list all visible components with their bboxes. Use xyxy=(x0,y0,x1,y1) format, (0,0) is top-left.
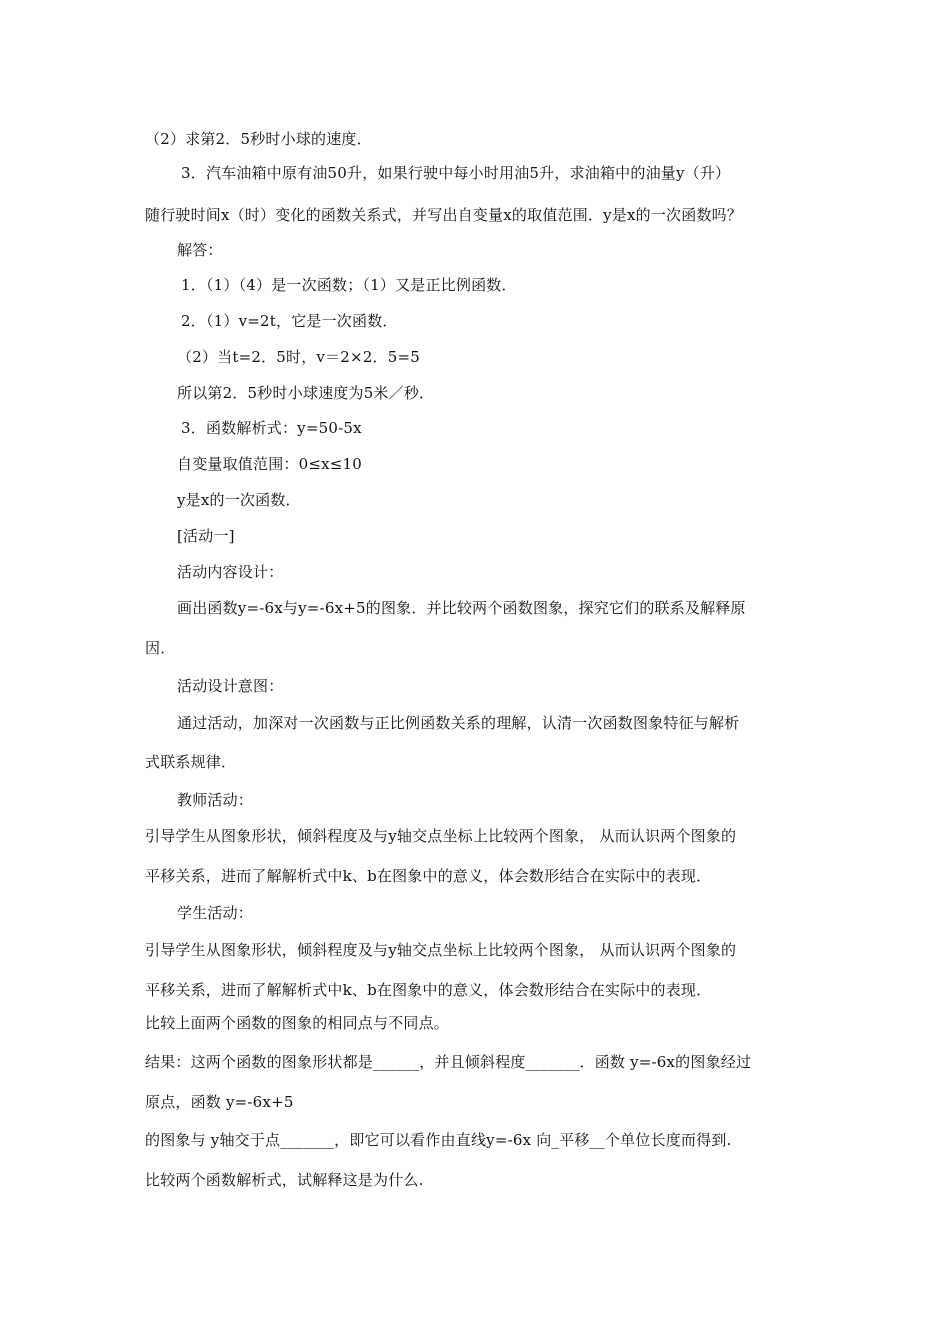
final-question: 比较两个函数解析式，试解释这是为什么. xyxy=(145,1171,424,1189)
activity-content-line-2: 因． xyxy=(145,639,176,657)
answer-3-domain: 自变量取值范围：0≤x≤10 xyxy=(177,455,363,473)
result-line-3: 的图象与 y轴交于点_______，即它可以看作由直线y=-6x 向_平移__个单位长度而得到. xyxy=(145,1131,732,1149)
question-3-line-1: 3．汽车油箱中原有油50升，如果行驶中每小时用油5升，求油箱中的油量y（升） xyxy=(181,164,731,182)
activity-content-heading: 活动内容设计： xyxy=(177,563,284,581)
answer-2-part-2: （2）当t=2．5时，v＝2×2．5=5 xyxy=(177,348,421,366)
activity-intent-heading: 活动设计意图： xyxy=(177,677,284,695)
student-activity-line-1: 引导学生从图象形状，倾斜程度及与y轴交点坐标上比较两个图象， 从而认识两个图象的 xyxy=(145,941,737,959)
question-2-part-2: （2）求第2．5秒时小球的速度． xyxy=(145,130,372,148)
student-activity-line-2: 平移关系，进而了解解析式中k、b在图象中的意义，体会数形结合在实际中的表现． xyxy=(145,981,712,999)
student-activity-heading: 学生活动： xyxy=(177,904,254,922)
activity-1-heading: [活动一] xyxy=(177,527,235,545)
activity-intent-line-2: 式联系规律． xyxy=(145,753,237,771)
comparison-prompt: 比较上面两个函数的图象的相同点与不同点。 xyxy=(145,1014,450,1032)
activity-intent-line-1: 通过活动，加深对一次函数与正比例函数关系的理解，认清一次函数图象特征与解析 xyxy=(177,714,740,732)
teacher-activity-line-1: 引导学生从图象形状，倾斜程度及与y轴交点坐标上比较两个图象， 从而认识两个图象的 xyxy=(145,827,737,845)
result-line-1: 结果：这两个函数的图象形状都是______，并且倾斜程度_______．函数 y=-6x的图象经过 xyxy=(145,1053,752,1071)
answer-3-conclusion: y是x的一次函数． xyxy=(177,491,301,509)
answer-1: 1．（1）（4）是一次函数；（1）又是正比例函数． xyxy=(181,276,517,294)
teacher-activity-heading: 教师活动： xyxy=(177,791,254,809)
answer-2-conclusion: 所以第2．5秒时小球速度为5米／秒． xyxy=(177,384,435,402)
teacher-activity-line-2: 平移关系，进而了解解析式中k、b在图象中的意义，体会数形结合在实际中的表现． xyxy=(145,867,712,885)
question-3-line-2: 随行驶时间x（时）变化的函数关系式，并写出自变量x的取值范围．y是x的一次函数吗？ xyxy=(145,206,743,224)
result-line-2: 原点，函数 y=-6x+5 xyxy=(145,1093,294,1111)
activity-content-line-1: 画出函数y=-6x与y=-6x+5的图象．并比较两个函数图象，探究它们的联系及解释原 xyxy=(177,599,746,617)
answers-heading: 解答： xyxy=(177,241,223,259)
answer-2-part-1: 2．（1）v=2t，它是一次函数． xyxy=(181,312,398,330)
answer-3-formula: 3．函数解析式：y=50-5x xyxy=(181,419,362,437)
